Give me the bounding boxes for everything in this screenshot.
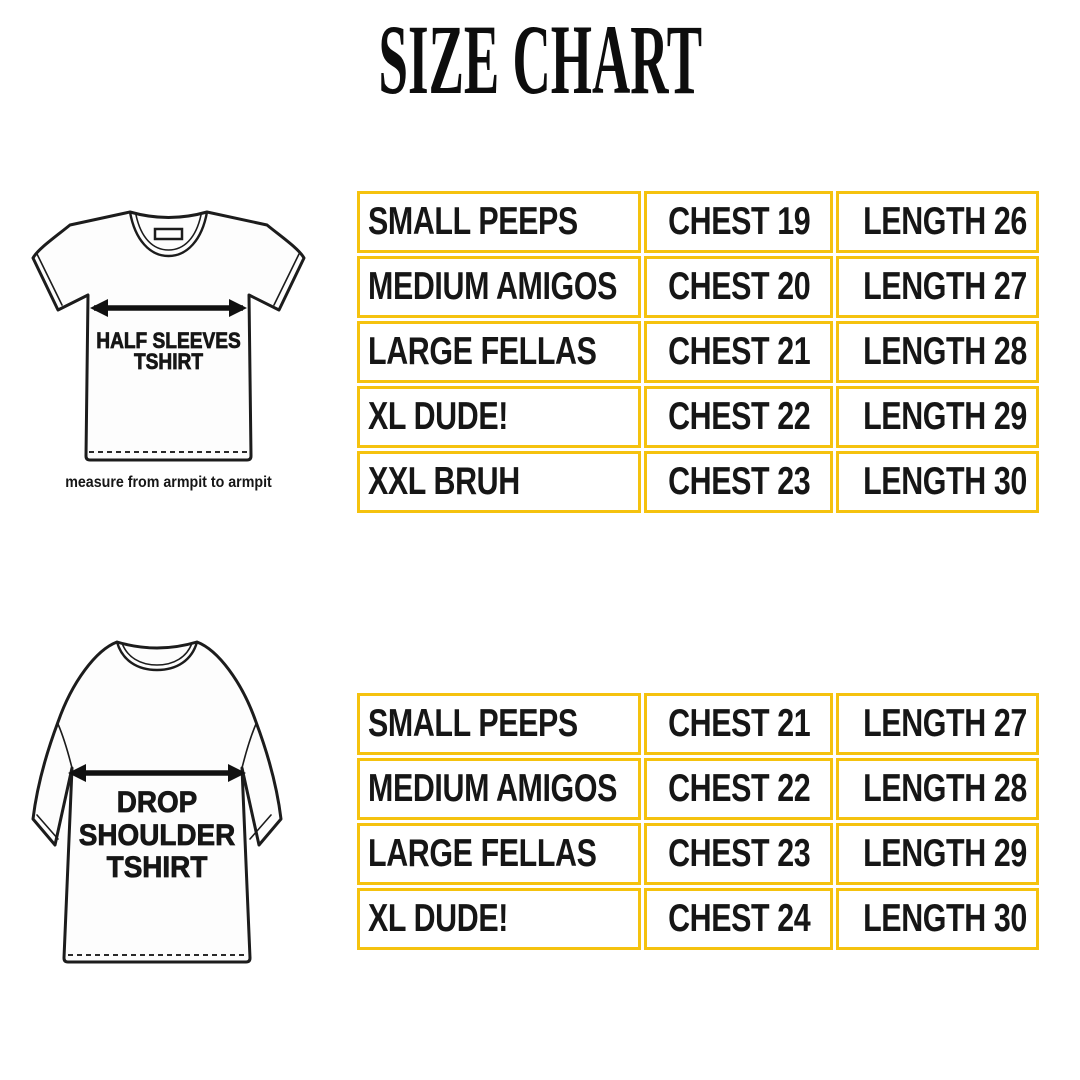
neck-label <box>155 229 182 239</box>
shirt-type-label-line1: DROP <box>116 786 198 820</box>
length-cell: LENGTH 30 <box>836 451 1039 513</box>
measure-caption: measure from armpit to armpit <box>65 474 272 492</box>
length-cell: LENGTH 30 <box>836 888 1039 950</box>
half-sleeves-size-table <box>354 188 1042 516</box>
size-cell: XL DUDE! <box>357 888 641 950</box>
chest-cell: CHEST 23 <box>644 823 833 885</box>
size-cell: SMALL PEEPS <box>357 191 641 253</box>
size-cell: MEDIUM AMIGOS <box>357 256 641 318</box>
table-row <box>357 256 1039 318</box>
table-row <box>357 758 1039 820</box>
length-cell: LENGTH 29 <box>836 823 1039 885</box>
length-cell: LENGTH 27 <box>836 256 1039 318</box>
shirt-type-label-line3: TSHIRT <box>106 851 208 885</box>
table-row <box>357 191 1039 253</box>
size-cell: LARGE FELLAS <box>357 321 641 383</box>
shirt-type-label-line2: SHOULDER <box>78 819 236 853</box>
size-cell: LARGE FELLAS <box>357 823 641 885</box>
size-cell: SMALL PEEPS <box>357 693 641 755</box>
table-row <box>357 321 1039 383</box>
drop-shoulder-size-table <box>354 690 1042 953</box>
length-cell: LENGTH 28 <box>836 758 1039 820</box>
table-row <box>357 888 1039 950</box>
table-row <box>357 386 1039 448</box>
chest-cell: CHEST 22 <box>644 386 833 448</box>
size-cell: XXL BRUH <box>357 451 641 513</box>
table-row <box>357 451 1039 513</box>
chest-cell: CHEST 20 <box>644 256 833 318</box>
length-cell: LENGTH 28 <box>836 321 1039 383</box>
length-cell: LENGTH 26 <box>836 191 1039 253</box>
table-row <box>357 693 1039 755</box>
size-cell: XL DUDE! <box>357 386 641 448</box>
chest-cell: CHEST 21 <box>644 321 833 383</box>
shirt-type-label-line1: HALF SLEEVES <box>96 328 241 354</box>
drop-shoulder-tshirt-illustration <box>18 626 290 978</box>
page-title-text: SIZE CHART <box>378 4 702 115</box>
chest-cell: CHEST 19 <box>644 191 833 253</box>
length-cell: LENGTH 29 <box>836 386 1039 448</box>
chest-cell: CHEST 21 <box>644 693 833 755</box>
table-row <box>357 823 1039 885</box>
chest-cell: CHEST 22 <box>644 758 833 820</box>
size-cell: MEDIUM AMIGOS <box>357 758 641 820</box>
shirt-type-label-line2: TSHIRT <box>133 349 204 375</box>
half-sleeves-tshirt-illustration <box>16 192 316 497</box>
page-title <box>0 4 1080 115</box>
length-cell: LENGTH 27 <box>836 693 1039 755</box>
chest-cell: CHEST 24 <box>644 888 833 950</box>
chest-cell: CHEST 23 <box>644 451 833 513</box>
